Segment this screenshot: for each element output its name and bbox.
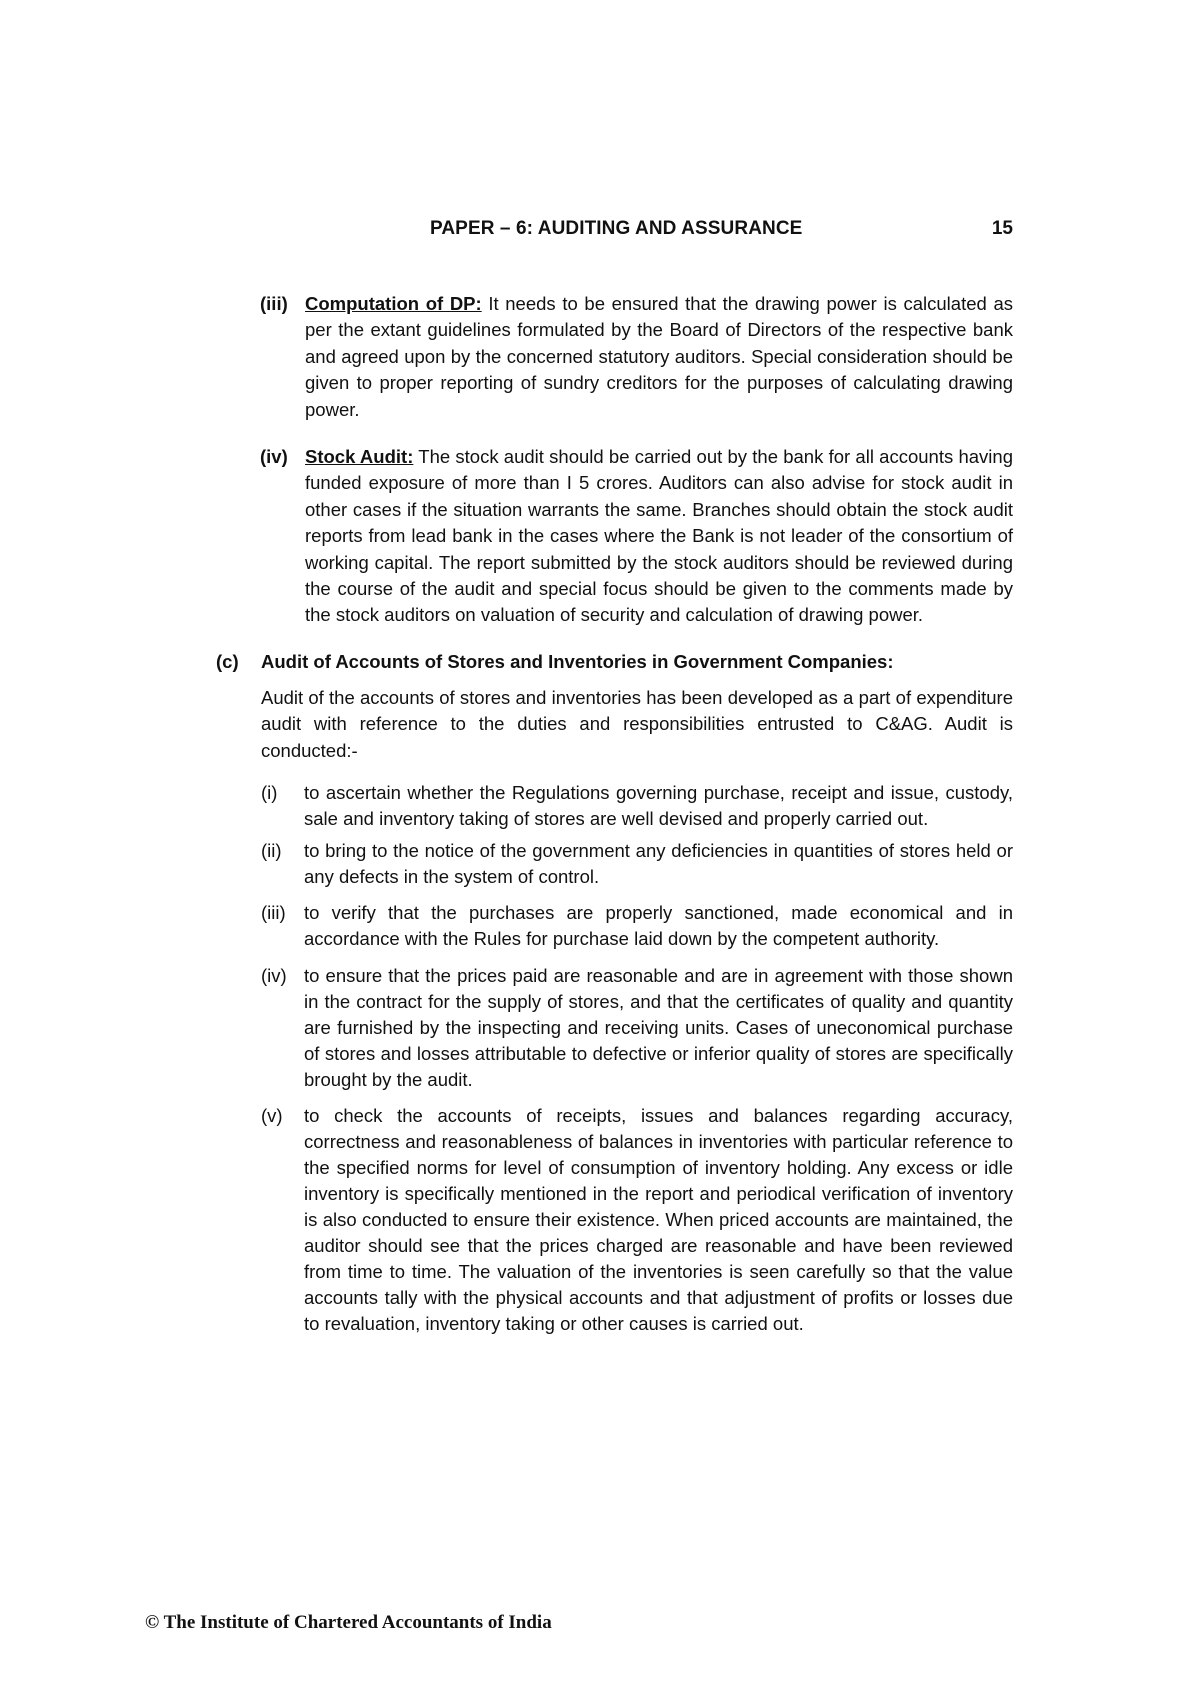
page-title: PAPER – 6: AUDITING AND ASSURANCE — [430, 218, 803, 239]
list-item — [261, 1103, 1013, 1337]
page-number: 15 — [991, 218, 1013, 239]
page-footer: © The Institute of Chartered Accountants of India — [145, 1612, 552, 1633]
item-body — [305, 291, 1013, 423]
item-number: (iii) — [261, 902, 286, 923]
item-number: (iv) — [260, 446, 288, 467]
item-heading: Computation of DP: — [305, 293, 482, 314]
item-number: (iii) — [260, 293, 288, 314]
list-item-stock-audit — [260, 444, 1013, 629]
page-header — [0, 218, 1191, 248]
item-number: (iv) — [261, 965, 287, 986]
item-text: to bring to the notice of the government any deficiencies in quantities of stores held or any defects in the system of control. — [304, 840, 1013, 887]
item-number: (ii) — [261, 840, 282, 861]
list-item — [261, 780, 1013, 832]
item-number: (v) — [261, 1105, 283, 1126]
section-title: Audit of Accounts of Stores and Inventories in Government Companies: — [261, 651, 894, 672]
item-text: to verify that the purchases are properly sanctioned, made economical and in accordance with the Rules for purchase laid down by the competent authority. — [304, 902, 1013, 949]
section-number: (c) — [216, 651, 239, 672]
item-text: to ascertain whether the Regulations governing purchase, receipt and issue, custody, sale and inventory taking of stores are well devised and properly carried out. — [304, 782, 1013, 829]
item-text: to ensure that the prices paid are reasonable and are in agreement with those shown in the contract for the supply of stores, and that the certificates of quality and quantity are furnished by the inspecting and receiving units. Cases of uneconomical purchase of stores and losses attributable to defective or inferior quality of stores are specifically brought by the audit. — [304, 965, 1013, 1090]
item-text: to check the accounts of receipts, issues and balances regarding accuracy, correctness and reasonableness of balances in inventories with particular reference to the specified norms for level of consumption of inventory holding. Any excess or idle inventory is specifically mentioned in the report and periodical verification of inventory is also conducted to ensure their existence. When priced accounts are maintained, the auditor should see that the prices charged are reasonable and have been reviewed from time to time. The valuation of the inventories is seen carefully so that the value accounts tally with the physical accounts and that adjustment of profits or losses due to revaluation, inventory taking or other causes is carried out. — [304, 1105, 1013, 1334]
list-item-computation-of-dp — [260, 291, 1013, 423]
list-item — [261, 838, 1013, 890]
item-number: (i) — [261, 782, 278, 803]
list-item — [261, 900, 1013, 952]
item-text: It needs to be ensured that the drawing power is calculated as per the extant guidelines formulated by the Board of Directors of the respective bank and agreed upon by the concerned statutory auditors. Special consideration should be given to proper reporting of sundry creditors for the purposes of calculating drawing power. — [305, 293, 1013, 420]
section-c-heading — [216, 651, 1013, 673]
item-text: The stock audit should be carried out by the bank for all accounts having funded exposure of more than I 5 crores. Auditors can also advise for stock audit in other cases if the situation warrants the same. Branches should obtain the stock audit reports from lead bank in the cases where the Bank is not leader of the consortium of working capital. The report submitted by the stock auditors should be reviewed during the course of the audit and special focus should be given to the comments made by the stock auditors on valuation of security and calculation of drawing power. — [305, 446, 1013, 626]
item-body — [305, 444, 1013, 629]
item-heading: Stock Audit: — [305, 446, 414, 467]
section-intro-paragraph: Audit of the accounts of stores and inventories has been developed as a part of expenditure audit with reference to the duties and responsibilities entrusted to C&AG. Audit is conducted:- — [261, 687, 1013, 761]
list-item — [261, 963, 1013, 1093]
